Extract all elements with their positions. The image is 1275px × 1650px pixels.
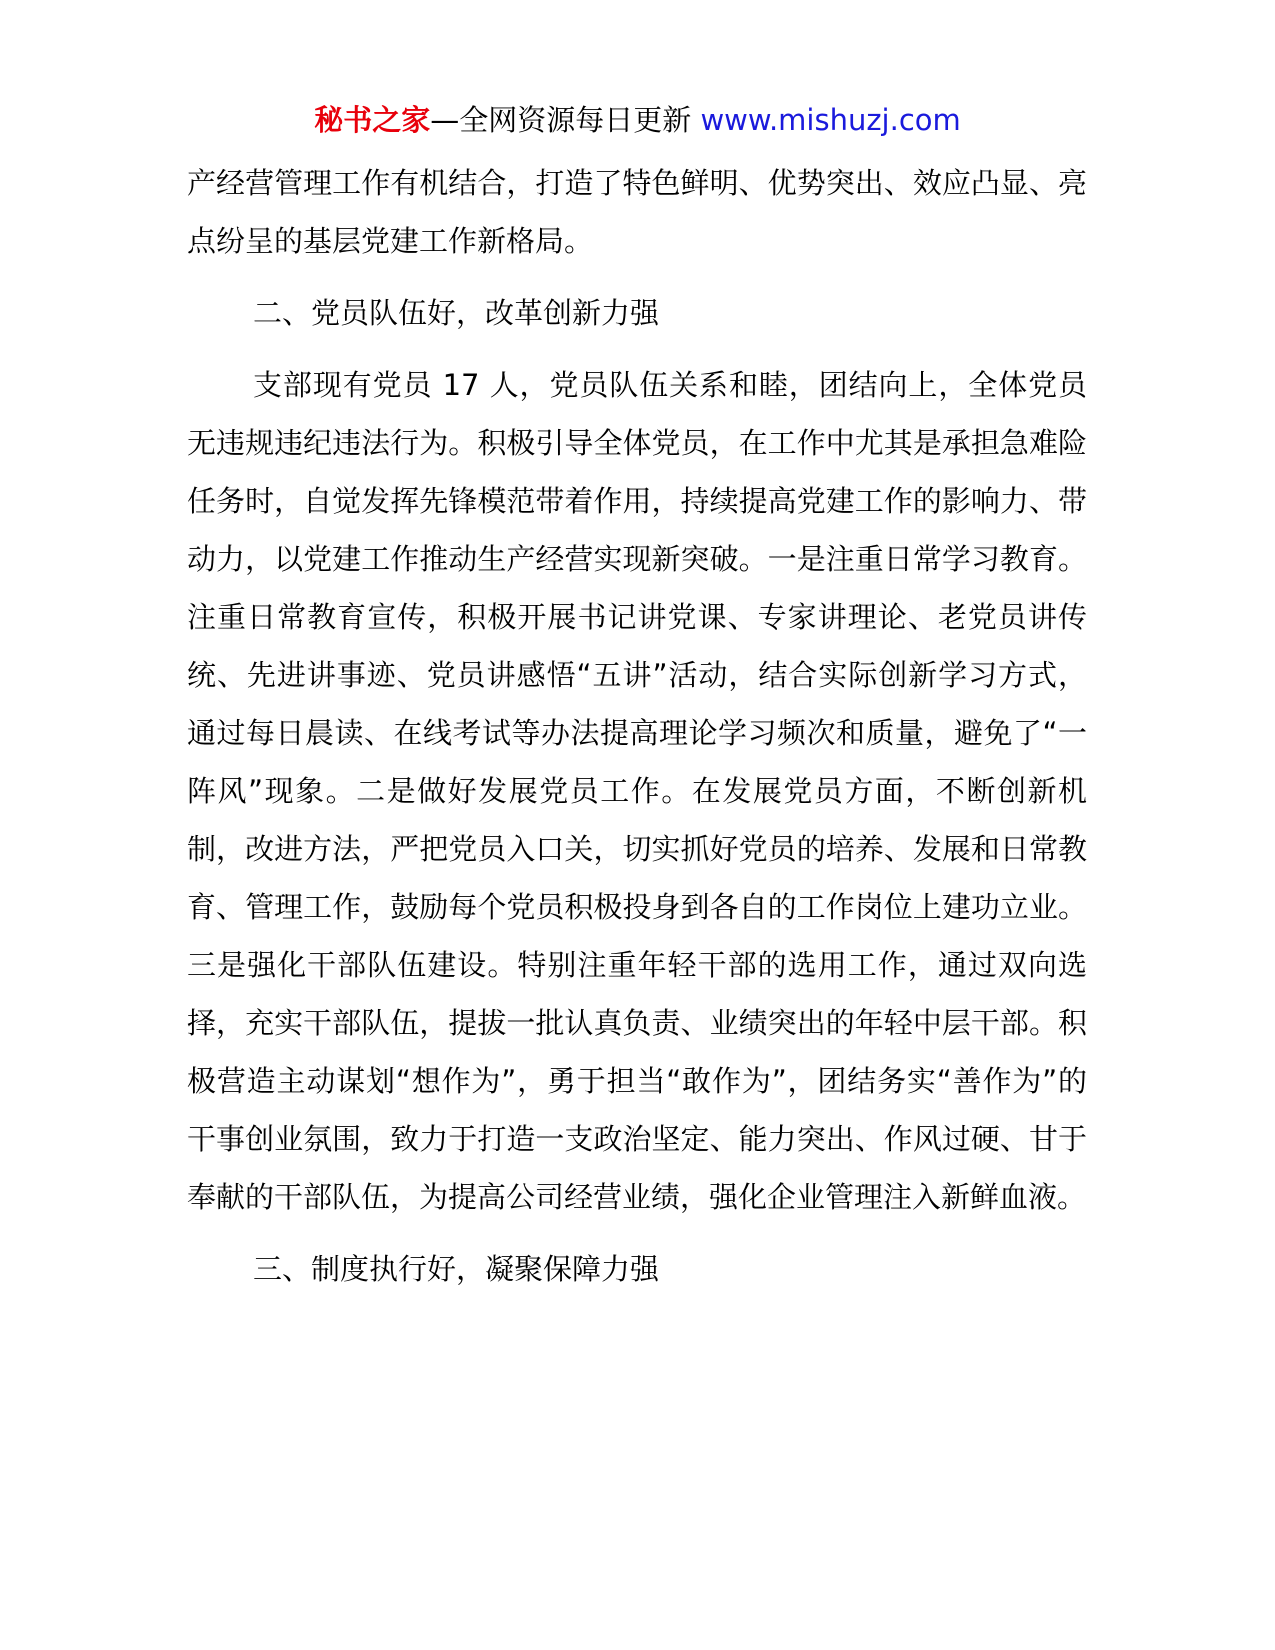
page-header — [0, 100, 1275, 140]
paragraph-continued: 产经营管理工作有机结合，打造了特色鲜明、优势突出、效应凸显、亮点纷呈的基层党建工作新格局。 — [187, 166, 1087, 258]
section-heading-3: 三、制度执行好，凝聚保障力强 — [253, 1252, 660, 1286]
header-brand: 秘书之家 — [314, 103, 431, 137]
header-tagline: —全网资源每日更新 — [430, 103, 701, 137]
document-body — [187, 154, 1087, 1298]
paragraph-party-members: 支部现有党员 17 人，党员队伍关系和睦，团结向上，全体党员无违规违纪违法行为。积极引导全体党员，在工作中尤其是承担急难险任务时，自觉发挥先锋模范带着作用，持续提高党建工作的影响力、带动力，以党建工作推动生产经营实现新突破。一是注重日常学习教育。注重日常教育宣传，积极开展书记讲党课、专家讲理论、老党员讲传统、先进讲事迹、党员讲感悟“五讲”活动，结合实际创新学习方式，通过每日晨读、在线考试等办法提高理论学习频次和质量，避免了“一阵风”现象。二是做好发展党员工作。在发展党员方面，不断创新机制，改进方法，严把党员入口关，切实抓好党员的培养、发展和日常教育、管理工作，鼓励每个党员积极投身到各自的工作岗位上建功立业。三是强化干部队伍建设。特别注重年轻干部的选用工作，通过双向选择，充实干部队伍，提拔一批认真负责、业绩突出的年轻中层干部。积极营造主动谋划“想作为”，勇于担当“敢作为”，团结务实“善作为”的干事创业氛围，致力于打造一支政治坚定、能力突出、作风过硬、甘于奉献的干部队伍，为提高公司经营业绩，强化企业管理注入新鲜血液。 — [187, 368, 1087, 1214]
section-heading-2: 二、党员队伍好，改革创新力强 — [253, 296, 660, 330]
header-url-link[interactable]: www.mishuzj.com — [700, 103, 961, 137]
